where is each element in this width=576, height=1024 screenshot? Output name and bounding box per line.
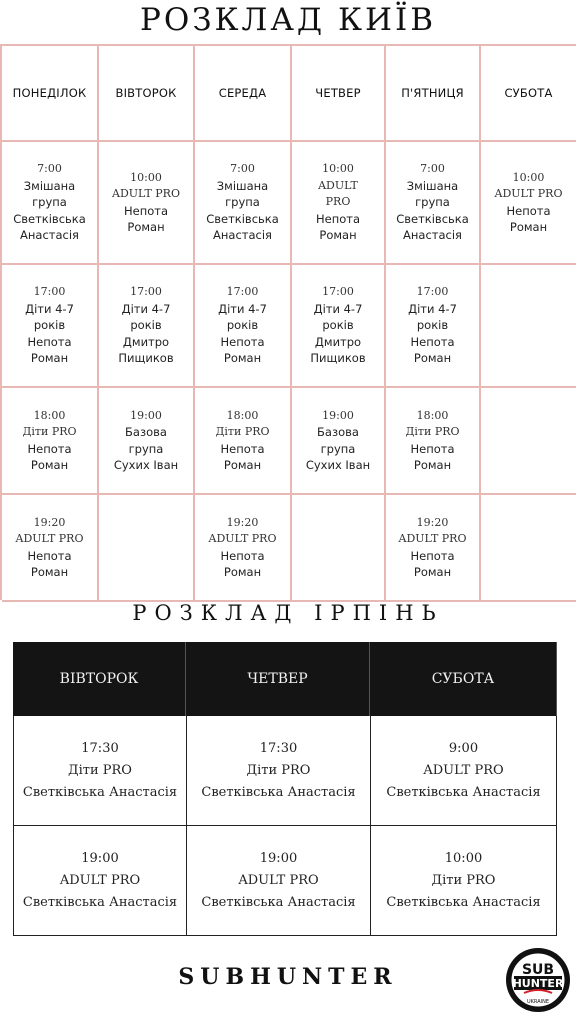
class-detail: ADULT	[318, 178, 358, 192]
kyiv-day-header: ВІВТОРОК	[99, 46, 195, 142]
class-time: 10:00	[444, 850, 483, 866]
class-detail: Роман	[319, 228, 357, 243]
class-detail: Пищиков	[310, 351, 366, 366]
class-detail: Светківська Анастасія	[386, 784, 541, 800]
irpin-schedule-table	[13, 642, 557, 936]
kyiv-class-cell	[99, 265, 195, 388]
class-time: 19:20	[226, 515, 259, 529]
kyiv-day-header: СЕРЕДА	[195, 46, 292, 142]
class-detail: Непота	[27, 441, 72, 456]
irpin-class-cell	[370, 826, 557, 936]
irpin-class-cell	[186, 716, 370, 826]
class-detail: Діти 4-7	[25, 301, 74, 316]
class-detail: Анастасія	[20, 228, 79, 243]
kyiv-class-cell	[195, 495, 292, 602]
class-detail: Светківська	[396, 211, 469, 226]
class-detail: ADULT PRO	[494, 187, 563, 200]
class-time: 17:00	[416, 285, 449, 299]
class-detail: Роман	[413, 458, 452, 472]
class-detail: років	[322, 318, 354, 333]
class-time: 19:20	[33, 515, 66, 529]
irpin-class-cell	[13, 826, 186, 936]
class-time: 17:00	[226, 285, 259, 299]
class-detail: Сухих Іван	[305, 458, 371, 472]
kyiv-day-header: СУБОТА	[481, 46, 576, 142]
class-detail: Непота	[410, 548, 455, 563]
class-detail: Діти PRO	[405, 425, 460, 438]
brand-name: SUBHUNTER	[178, 964, 398, 990]
irpin-day-header: ЧЕТВЕР	[186, 642, 370, 716]
class-detail: Непота	[27, 548, 72, 563]
class-detail: Светківська	[13, 211, 86, 226]
class-detail: Роман	[223, 458, 262, 472]
class-detail: Змішана	[216, 178, 269, 193]
class-time: 17:30	[81, 740, 119, 756]
logo-text-top: SUB	[521, 962, 555, 978]
kyiv-class-cell	[2, 142, 99, 265]
class-detail: ADULT PRO	[15, 532, 84, 545]
kyiv-class-cell	[386, 142, 481, 265]
class-time: 7:00	[230, 162, 255, 176]
kyiv-class-cell	[292, 388, 386, 495]
class-detail: Базова	[125, 425, 167, 439]
class-detail: Непота	[220, 548, 265, 563]
class-detail: років	[33, 318, 66, 333]
class-detail: Непота	[220, 441, 265, 456]
kyiv-class-cell	[292, 142, 386, 265]
class-detail: Діти PRO	[68, 762, 132, 778]
class-detail: Непота	[410, 441, 455, 456]
class-detail: Роман	[30, 351, 69, 366]
class-detail: Непота	[27, 334, 72, 349]
class-detail: Діти PRO	[22, 425, 77, 438]
class-detail: Непота	[506, 203, 551, 218]
class-detail: Діти 4-7	[218, 301, 267, 316]
class-detail: Діти 4-7	[121, 301, 171, 316]
class-detail: група	[32, 195, 67, 210]
class-time: 17:00	[33, 285, 66, 299]
class-detail: Пищиков	[118, 351, 174, 366]
kyiv-empty-cell	[481, 388, 576, 495]
kyiv-empty-cell	[481, 265, 576, 388]
class-detail: Непота	[315, 211, 361, 226]
class-detail: Змішана	[406, 178, 459, 193]
kyiv-schedule-title: РОЗКЛАД КИЇВ	[139, 2, 437, 38]
class-detail: Змішана	[23, 178, 76, 193]
kyiv-class-cell	[386, 495, 481, 602]
kyiv-class-cell	[386, 388, 481, 495]
irpin-day-header: СУБОТА	[370, 642, 557, 716]
class-detail: ADULT PRO	[398, 532, 467, 545]
irpin-day-header: ВІВТОРОК	[13, 642, 186, 716]
class-detail: ADULT PRO	[208, 532, 277, 545]
irpin-class-cell	[186, 826, 370, 936]
class-detail: Непота	[220, 334, 265, 349]
kyiv-day-header: ПОНЕДІЛОК	[2, 46, 99, 142]
kyiv-day-header: ЧЕТВЕР	[292, 46, 386, 142]
kyiv-empty-cell	[481, 495, 576, 602]
kyiv-class-cell	[99, 142, 195, 265]
class-time: 18:00	[416, 408, 449, 422]
class-detail: Діти PRO	[215, 425, 270, 438]
class-detail: Дмитро	[314, 334, 362, 349]
kyiv-class-cell	[2, 388, 99, 495]
logo-text-bottom: HUNTER	[512, 977, 564, 990]
irpin-class-cell	[13, 716, 186, 826]
class-detail: Діти 4-7	[408, 301, 457, 316]
logo-text-ring: UKRAINE	[526, 999, 550, 1005]
subhunter-logo-icon	[504, 946, 572, 1014]
class-time: 10:00	[512, 170, 545, 184]
class-time: 19:00	[81, 850, 119, 866]
class-time: 19:00	[322, 408, 354, 422]
class-detail: група	[320, 441, 356, 456]
class-detail: Светківська	[206, 211, 279, 226]
class-time: 17:30	[259, 740, 298, 756]
class-time: 10:00	[130, 170, 162, 184]
class-detail: ADULT PRO	[423, 762, 504, 778]
class-time: 19:00	[130, 408, 162, 422]
class-time: 17:00	[130, 285, 162, 299]
class-detail: Роман	[30, 458, 69, 472]
class-detail: Светківська Анастасія	[201, 784, 356, 800]
class-detail: група	[128, 441, 164, 456]
class-detail: ADULT PRO	[112, 187, 180, 200]
class-detail: Светківська Анастасія	[22, 894, 178, 910]
class-time: 19:20	[416, 515, 449, 529]
class-time: 10:00	[322, 162, 354, 176]
kyiv-empty-cell	[99, 495, 195, 602]
class-detail: років	[226, 318, 259, 333]
class-detail: Непота	[123, 203, 169, 218]
class-detail: Светківська Анастасія	[201, 894, 356, 910]
class-detail: Анастасія	[403, 228, 462, 243]
class-time: 18:00	[226, 408, 259, 422]
kyiv-empty-cell	[292, 495, 386, 602]
kyiv-class-cell	[481, 142, 576, 265]
kyiv-class-cell	[195, 265, 292, 388]
class-detail: Сухих Іван	[113, 458, 179, 472]
kyiv-class-cell	[2, 265, 99, 388]
class-detail: Базова	[317, 425, 359, 439]
irpin-schedule-title: РОЗКЛАД ІРПІНЬ	[132, 601, 444, 625]
kyiv-class-cell	[195, 142, 292, 265]
class-detail: Светківська Анастасія	[386, 894, 541, 910]
kyiv-class-cell	[292, 265, 386, 388]
class-detail: Светківська Анастасія	[22, 784, 178, 800]
class-time: 17:00	[322, 285, 354, 299]
kyiv-class-cell	[2, 495, 99, 602]
class-detail: ADULT PRO	[238, 872, 319, 888]
class-time: 7:00	[420, 162, 445, 176]
class-detail: Діти PRO	[246, 762, 311, 778]
kyiv-schedule-grid	[0, 44, 576, 600]
class-time: 19:00	[259, 850, 298, 866]
kyiv-class-cell	[386, 265, 481, 388]
class-detail: Роман	[223, 351, 262, 366]
class-detail: Роман	[509, 220, 548, 234]
class-detail: Роман	[223, 565, 262, 579]
class-time: 7:00	[37, 162, 62, 176]
class-detail: PRO	[325, 195, 351, 209]
class-detail: Діти PRO	[431, 872, 496, 888]
class-detail: Роман	[413, 565, 452, 579]
class-detail: Дмитро	[122, 334, 170, 349]
class-detail: років	[130, 318, 162, 333]
class-detail: група	[225, 195, 260, 210]
class-detail: Роман	[413, 351, 452, 366]
class-detail: Анастасія	[213, 228, 272, 243]
irpin-class-cell	[370, 716, 557, 826]
class-detail: група	[415, 195, 450, 210]
class-detail: Роман	[127, 220, 165, 234]
class-detail: Непота	[410, 334, 455, 349]
class-detail: років	[416, 318, 449, 333]
kyiv-day-header: П'ЯТНИЦЯ	[386, 46, 481, 142]
kyiv-class-cell	[195, 388, 292, 495]
class-time: 18:00	[33, 408, 66, 422]
class-detail: ADULT PRO	[59, 872, 141, 888]
class-detail: Роман	[30, 565, 69, 579]
class-time: 9:00	[448, 740, 479, 756]
kyiv-class-cell	[99, 388, 195, 495]
class-detail: Діти 4-7	[313, 301, 363, 316]
